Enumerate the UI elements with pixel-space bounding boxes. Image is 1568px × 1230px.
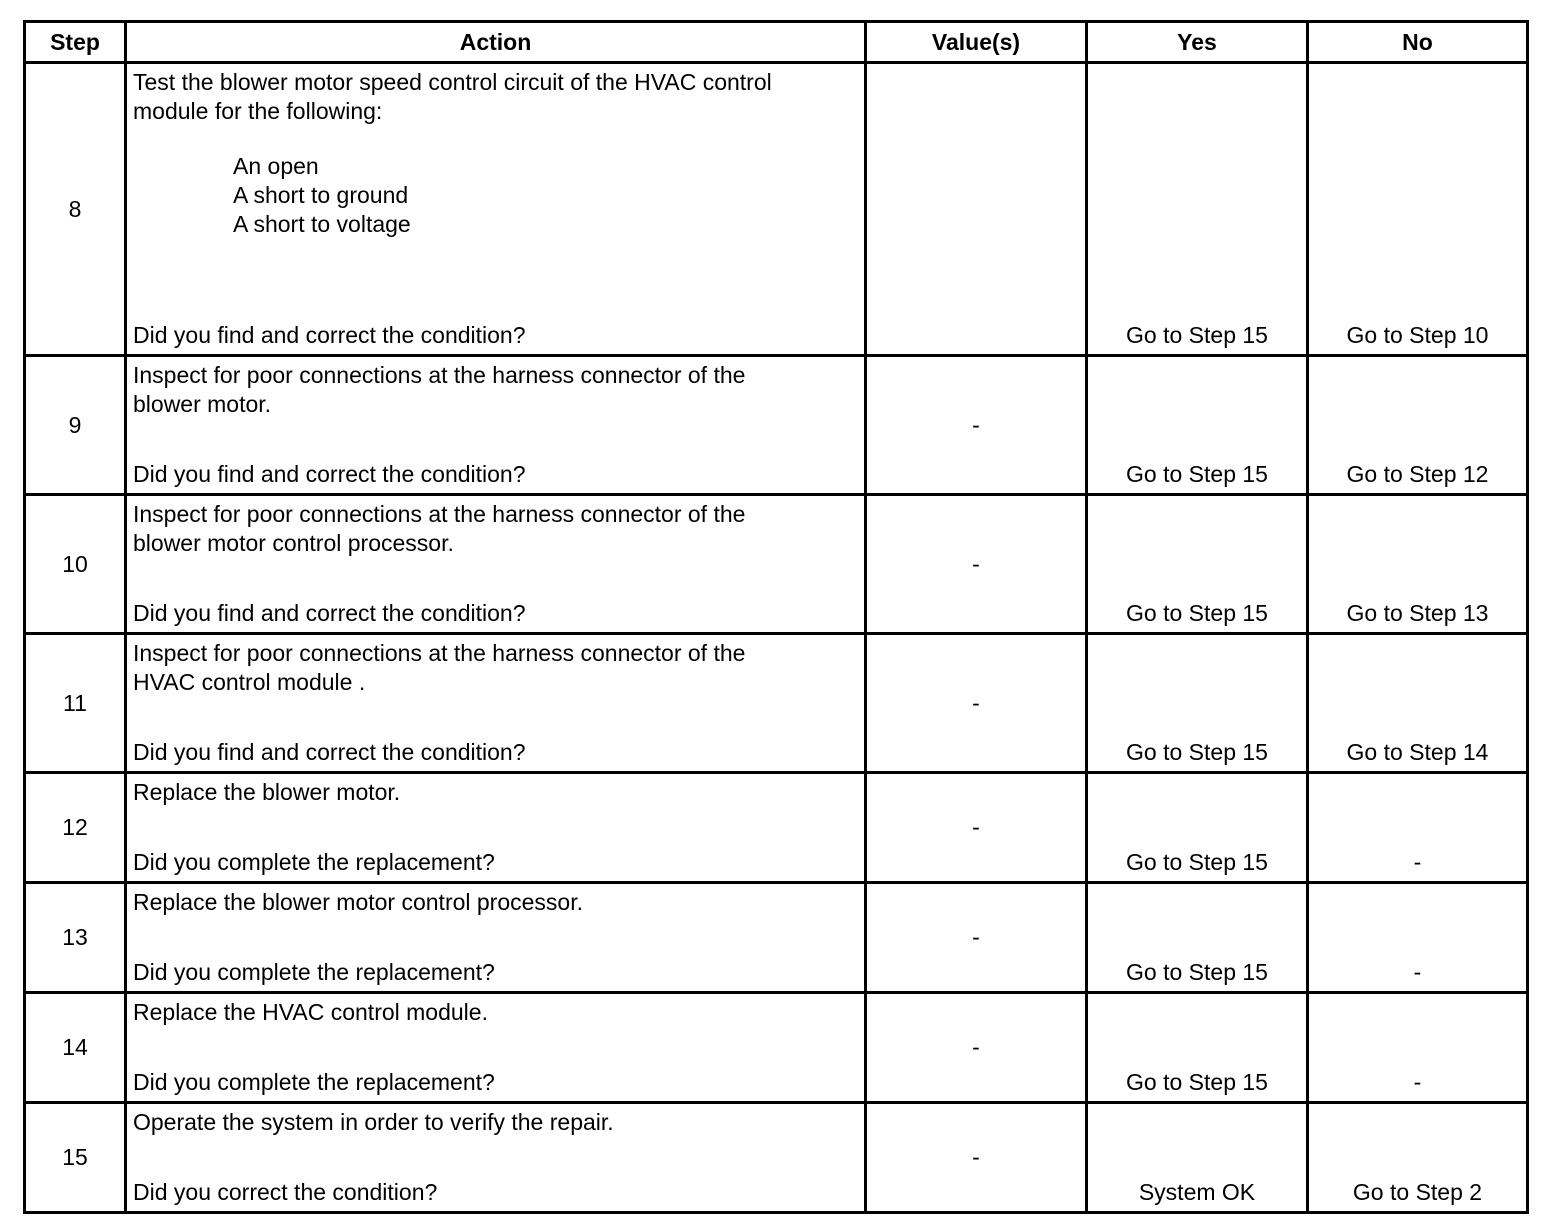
step-number: 8: [25, 63, 126, 356]
no-result: -: [1308, 773, 1528, 883]
yes-result: Go to Step 15: [1087, 634, 1308, 773]
yes-result: Go to Step 15: [1087, 356, 1308, 495]
value-cell: -: [866, 883, 1087, 993]
no-result: Go to Step 2: [1308, 1103, 1528, 1213]
header-step: Step: [25, 22, 126, 63]
action-line: blower motor control processor.: [133, 530, 454, 556]
yes-result: Go to Step 15: [1087, 773, 1308, 883]
table-row: [25, 773, 1528, 883]
action-question: Did you correct the condition?: [133, 1179, 438, 1205]
table-row: [25, 993, 1528, 1103]
no-result: Go to Step 13: [1308, 495, 1528, 634]
action-line: Operate the system in order to verify the repair.: [133, 1109, 614, 1135]
header-row: [25, 22, 1528, 63]
value-cell: [866, 63, 1087, 356]
table-row: [25, 356, 1528, 495]
action-question: Did you complete the replacement?: [133, 849, 495, 875]
table-row: [25, 883, 1528, 993]
header-no: No: [1308, 22, 1528, 63]
action-line: Replace the HVAC control module.: [133, 999, 488, 1025]
action-question: Did you complete the replacement?: [133, 959, 495, 985]
action-cell: [126, 63, 866, 356]
no-result: Go to Step 12: [1308, 356, 1528, 495]
action-cell: [126, 883, 866, 993]
action-question: Did you find and correct the condition?: [133, 322, 526, 348]
header-values: Value(s): [866, 22, 1087, 63]
list-item: A short to ground: [233, 182, 409, 208]
table-row: [25, 634, 1528, 773]
action-question: Did you find and correct the condition?: [133, 600, 526, 626]
no-result: -: [1308, 993, 1528, 1103]
action-line: Replace the blower motor.: [133, 779, 401, 805]
action-cell: [126, 993, 866, 1103]
header-action: Action: [126, 22, 866, 63]
action-question: Did you find and correct the condition?: [133, 739, 526, 765]
yes-result: Go to Step 15: [1087, 63, 1308, 356]
diagnostic-table: [23, 20, 1529, 1214]
table-row: [25, 63, 1528, 356]
value-cell: -: [866, 1103, 1087, 1213]
step-number: 13: [25, 883, 126, 993]
value-cell: -: [866, 773, 1087, 883]
action-text: [133, 361, 858, 419]
list-item: An open: [233, 153, 319, 179]
table-row: [25, 1103, 1528, 1213]
action-question: Did you complete the replacement?: [133, 1069, 495, 1095]
action-line: Inspect for poor connections at the harness connector of the: [133, 640, 746, 666]
action-cell: [126, 773, 866, 883]
action-text: [133, 500, 858, 558]
step-number: 14: [25, 993, 126, 1103]
condition-list: [233, 152, 858, 239]
action-line: Replace the blower motor control processor.: [133, 889, 583, 915]
action-line: blower motor.: [133, 391, 272, 417]
action-cell: [126, 495, 866, 634]
header-yes: Yes: [1087, 22, 1308, 63]
value-cell: -: [866, 356, 1087, 495]
action-text: [133, 639, 858, 697]
step-number: 15: [25, 1103, 126, 1213]
no-result: Go to Step 14: [1308, 634, 1528, 773]
value-cell: -: [866, 634, 1087, 773]
action-cell: [126, 1103, 866, 1213]
action-text: [133, 68, 858, 239]
value-cell: -: [866, 495, 1087, 634]
list-item: A short to voltage: [233, 211, 411, 237]
step-number: 9: [25, 356, 126, 495]
table-row: [25, 495, 1528, 634]
yes-result: Go to Step 15: [1087, 883, 1308, 993]
yes-result: Go to Step 15: [1087, 495, 1308, 634]
no-result: -: [1308, 883, 1528, 993]
action-line: Inspect for poor connections at the harness connector of the: [133, 362, 746, 388]
step-number: 12: [25, 773, 126, 883]
action-line: HVAC control module .: [133, 669, 366, 695]
action-question: Did you find and correct the condition?: [133, 461, 526, 487]
action-cell: [126, 356, 866, 495]
no-result: Go to Step 10: [1308, 63, 1528, 356]
action-cell: [126, 634, 866, 773]
action-line: module for the following:: [133, 98, 383, 124]
step-number: 11: [25, 634, 126, 773]
yes-result: System OK: [1087, 1103, 1308, 1213]
action-line: Inspect for poor connections at the harness connector of the: [133, 501, 746, 527]
yes-result: Go to Step 15: [1087, 993, 1308, 1103]
step-number: 10: [25, 495, 126, 634]
value-cell: -: [866, 993, 1087, 1103]
action-line: Test the blower motor speed control circuit of the HVAC control: [133, 69, 772, 95]
